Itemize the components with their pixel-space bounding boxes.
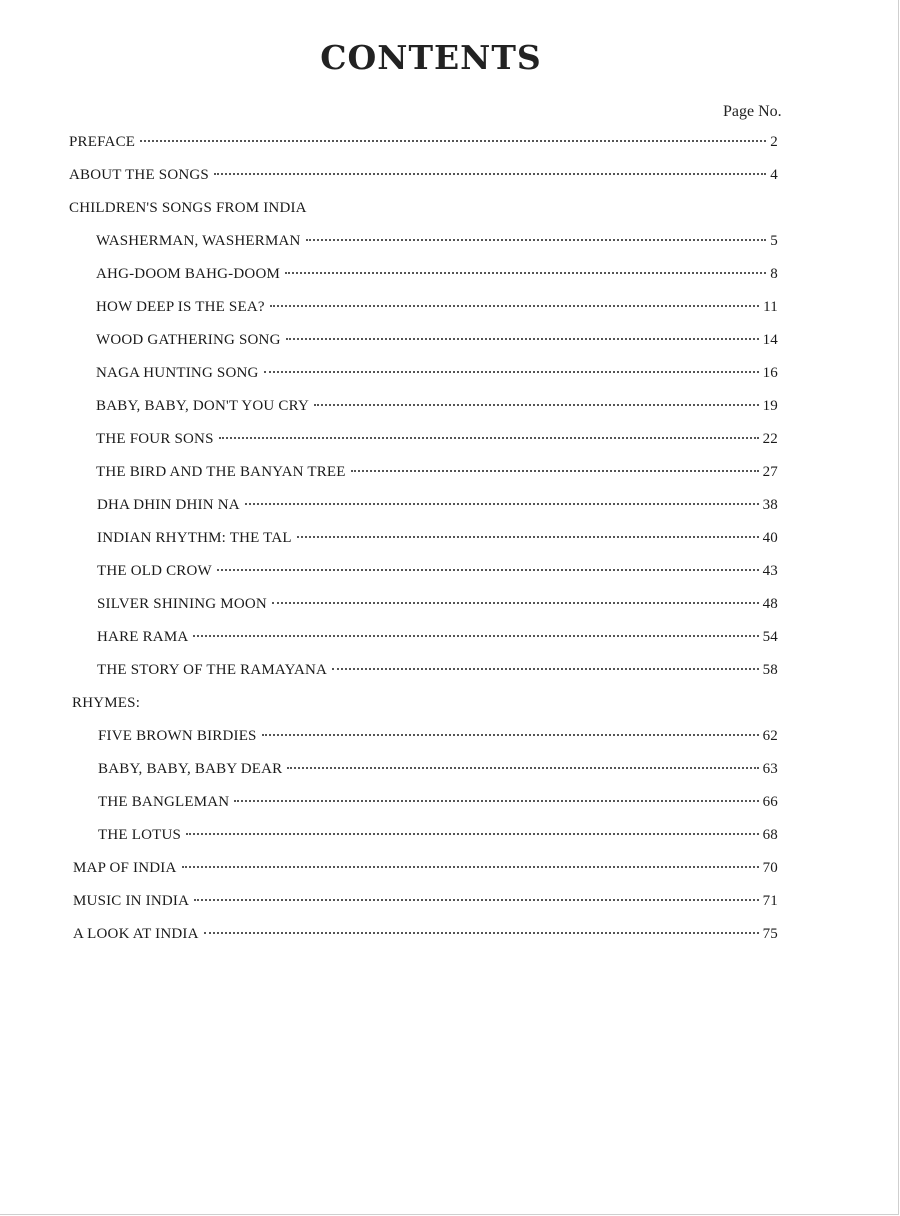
- toc-entry[interactable]: [96, 431, 778, 457]
- toc-entry-label: MAP OF INDIA: [73, 860, 177, 876]
- toc-entry[interactable]: [98, 827, 778, 853]
- dot-leader: [287, 767, 758, 769]
- dot-leader: [285, 272, 766, 274]
- toc-entry-label: HARE RAMA: [97, 629, 189, 645]
- toc-entry[interactable]: [96, 398, 778, 424]
- toc-entry[interactable]: [98, 728, 778, 754]
- toc-entry-label: THE FOUR SONS: [96, 431, 214, 447]
- toc-entry-label: BABY, BABY, DON'T YOU CRY: [96, 398, 310, 414]
- toc-entry-page: 40: [762, 530, 778, 546]
- toc-entry-page: 5: [770, 233, 778, 249]
- toc-entry[interactable]: [96, 299, 778, 325]
- dot-leader: [264, 371, 759, 373]
- toc-entry-label: THE STORY OF THE RAMAYANA: [97, 662, 328, 678]
- toc-entry[interactable]: [97, 596, 778, 622]
- dot-leader: [204, 932, 759, 934]
- toc-entry-label: THE OLD CROW: [97, 563, 212, 579]
- toc-entry-page: 14: [762, 332, 778, 348]
- dot-leader: [351, 470, 759, 472]
- dot-leader: [219, 437, 759, 439]
- toc-entry-page: 16: [762, 365, 778, 381]
- toc-entry-page: 27: [762, 464, 778, 480]
- dot-leader: [286, 338, 759, 340]
- toc-entry[interactable]: [97, 629, 778, 655]
- toc-entry-label: AHG-DOOM BAHG-DOOM: [96, 266, 281, 282]
- toc-entry-label: HOW DEEP IS THE SEA?: [96, 299, 265, 315]
- toc-entry-label: THE BIRD AND THE BANYAN TREE: [96, 464, 346, 480]
- toc-entry-label: WASHERMAN, WASHERMAN: [96, 233, 301, 249]
- toc-entry-label: A LOOK AT INDIA: [73, 926, 199, 942]
- toc-entry[interactable]: [73, 860, 778, 886]
- toc-entry[interactable]: [96, 464, 778, 490]
- dot-leader: [306, 239, 767, 241]
- toc-section-heading: [69, 200, 778, 226]
- toc-entry-label: SILVER SHINING MOON: [97, 596, 267, 612]
- toc-entry-label: FIVE BROWN BIRDIES: [98, 728, 257, 744]
- toc-entry[interactable]: [69, 134, 778, 160]
- toc-entry-label: ABOUT THE SONGS: [69, 167, 209, 183]
- dot-leader: [270, 305, 759, 307]
- toc-entry-label: BABY, BABY, BABY DEAR: [98, 761, 283, 777]
- dot-leader: [214, 173, 766, 175]
- toc-section-heading: [72, 695, 778, 721]
- dot-leader: [297, 536, 759, 538]
- toc-entry-label: DHA DHIN DHIN NA: [97, 497, 240, 513]
- toc-entry[interactable]: [96, 233, 778, 259]
- toc-entry[interactable]: [73, 926, 778, 952]
- toc-entry-label: WOOD GATHERING SONG: [96, 332, 281, 348]
- toc-entry[interactable]: [97, 563, 778, 589]
- dot-leader: [332, 668, 759, 670]
- dot-leader: [245, 503, 759, 505]
- toc-entry-page: 70: [762, 860, 778, 876]
- toc-entry-page: 8: [770, 266, 778, 282]
- dot-leader: [272, 602, 759, 604]
- toc-entry-page: 71: [762, 893, 778, 909]
- toc-entry[interactable]: [97, 662, 778, 688]
- toc-entry-label: INDIAN RHYTHM: THE TAL: [97, 530, 292, 546]
- dot-leader: [262, 734, 759, 736]
- dot-leader: [193, 635, 758, 637]
- dot-leader: [186, 833, 759, 835]
- toc-entry[interactable]: [96, 365, 778, 391]
- toc-entry-page: 54: [762, 629, 778, 645]
- toc-entry[interactable]: [97, 497, 778, 523]
- toc-entry-page: 68: [762, 827, 778, 843]
- toc-section-label: RHYMES:: [72, 695, 141, 711]
- dot-leader: [140, 140, 766, 142]
- dot-leader: [314, 404, 759, 406]
- toc-entry-page: 11: [763, 299, 778, 315]
- toc-entry[interactable]: [96, 332, 778, 358]
- toc-entry-page: 66: [762, 794, 778, 810]
- toc-entry-label: MUSIC IN INDIA: [73, 893, 190, 909]
- toc-entry-page: 38: [762, 497, 778, 513]
- toc-entry-page: 48: [762, 596, 778, 612]
- dot-leader: [234, 800, 758, 802]
- page-number-column-header: Page No.: [723, 103, 782, 120]
- toc-entry-label: THE BANGLEMAN: [98, 794, 230, 810]
- toc-entry-page: 75: [762, 926, 778, 942]
- toc-entry-page: 2: [770, 134, 778, 150]
- toc-entry-page: 63: [762, 761, 778, 777]
- toc-entry-page: 19: [762, 398, 778, 414]
- toc-entry-page: 22: [762, 431, 778, 447]
- toc-entry[interactable]: [96, 266, 778, 292]
- dot-leader: [182, 866, 759, 868]
- toc-entry[interactable]: [73, 893, 778, 919]
- toc-entry-page: 62: [762, 728, 778, 744]
- toc-entry[interactable]: [69, 167, 778, 193]
- toc-entry-label: NAGA HUNTING SONG: [96, 365, 259, 381]
- toc-entry-page: 58: [762, 662, 778, 678]
- page-title: CONTENTS: [320, 38, 542, 77]
- toc-entry-label: THE LOTUS: [98, 827, 182, 843]
- toc-entry-label: PREFACE: [69, 134, 136, 150]
- toc-section-label: CHILDREN'S SONGS FROM INDIA: [69, 200, 307, 216]
- dot-leader: [194, 899, 758, 901]
- toc-entry-page: 4: [770, 167, 778, 183]
- toc-entry[interactable]: [97, 530, 778, 556]
- dot-leader: [217, 569, 759, 571]
- toc-entry[interactable]: [98, 794, 778, 820]
- toc-entry[interactable]: [98, 761, 778, 787]
- toc-entry-page: 43: [762, 563, 778, 579]
